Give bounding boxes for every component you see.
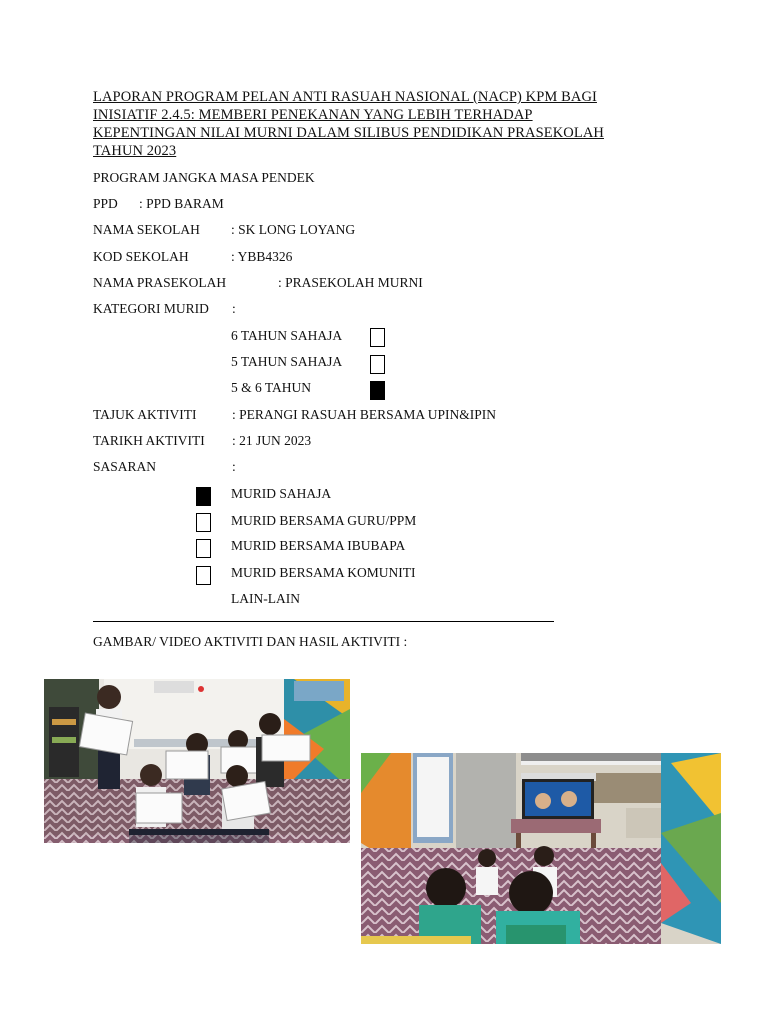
sasaran-checkbox[interactable] [196,566,211,585]
title-line-2: INISIATIF 2.4.5: MEMBERI PENEKANAN YANG LEBIH TERHADAP [93,107,533,123]
tarikh-aktiviti-value: : 21 JUN 2023 [232,433,312,448]
section-divider [93,621,554,622]
kategori-option-label: 5 & 6 TAHUN [231,380,312,395]
ppd-label: PPD [93,196,118,211]
sasaran-option-label: MURID BERSAMA GURU/PPM [231,513,417,528]
sasaran-checkbox[interactable] [196,513,211,532]
sasaran-option-label: LAIN-LAIN [231,591,300,606]
activity-photo-watching-video [361,753,721,944]
ppd-value: : PPD BARAM [139,196,224,211]
kategori-murid-label: KATEGORI MURID [93,301,209,316]
kategori-option-label: 5 TAHUN SAHAJA [231,354,343,369]
nama-prasekolah-label: NAMA PRASEKOLAH [93,275,227,290]
report-title [93,88,683,160]
kategori-murid-colon: : [232,301,236,316]
sasaran-label: SASARAN [93,459,157,474]
tajuk-aktiviti-label: TAJUK AKTIVITI [93,407,197,422]
kategori-checkbox[interactable] [370,355,385,374]
sasaran-option-label: MURID BERSAMA IBUBAPA [231,538,406,553]
kategori-checkbox[interactable] [370,381,385,400]
title-line-4: TAHUN 2023 [93,143,177,159]
tarikh-aktiviti-label: TARIKH AKTIVITI [93,433,205,448]
nama-sekolah-value: : SK LONG LOYANG [231,222,356,237]
program-type: PROGRAM JANGKA MASA PENDEK [93,170,315,185]
gambar-heading: GAMBAR/ VIDEO AKTIVITI DAN HASIL AKTIVITI : [93,634,408,649]
photo-children-watching-tv [361,753,721,944]
kategori-option-label: 6 TAHUN SAHAJA [231,328,343,343]
nama-sekolah-label: NAMA SEKOLAH [93,222,200,237]
kod-sekolah-value: : YBB4326 [231,249,293,264]
photo-children-holding-worksheets [44,679,350,843]
tajuk-aktiviti-value: : PERANGI RASUAH BERSAMA UPIN&IPIN [232,407,497,422]
sasaran-checkbox[interactable] [196,487,211,506]
nama-prasekolah-value: : PRASEKOLAH MURNI [278,275,423,290]
title-line-3: KEPENTINGAN NILAI MURNI DALAM SILIBUS PENDIDIKAN PRASEKOLAH [93,125,604,141]
kod-sekolah-label: KOD SEKOLAH [93,249,189,264]
sasaran-checkbox[interactable] [196,539,211,558]
title-line-1: LAPORAN PROGRAM PELAN ANTI RASUAH NASIONAL (NACP) KPM BAGI [93,89,597,105]
activity-photo-worksheets [44,679,350,843]
kategori-checkbox[interactable] [370,328,385,347]
sasaran-option-label: MURID BERSAMA KOMUNITI [231,565,416,580]
sasaran-option-label: MURID SAHAJA [231,486,332,501]
sasaran-colon: : [232,459,236,474]
